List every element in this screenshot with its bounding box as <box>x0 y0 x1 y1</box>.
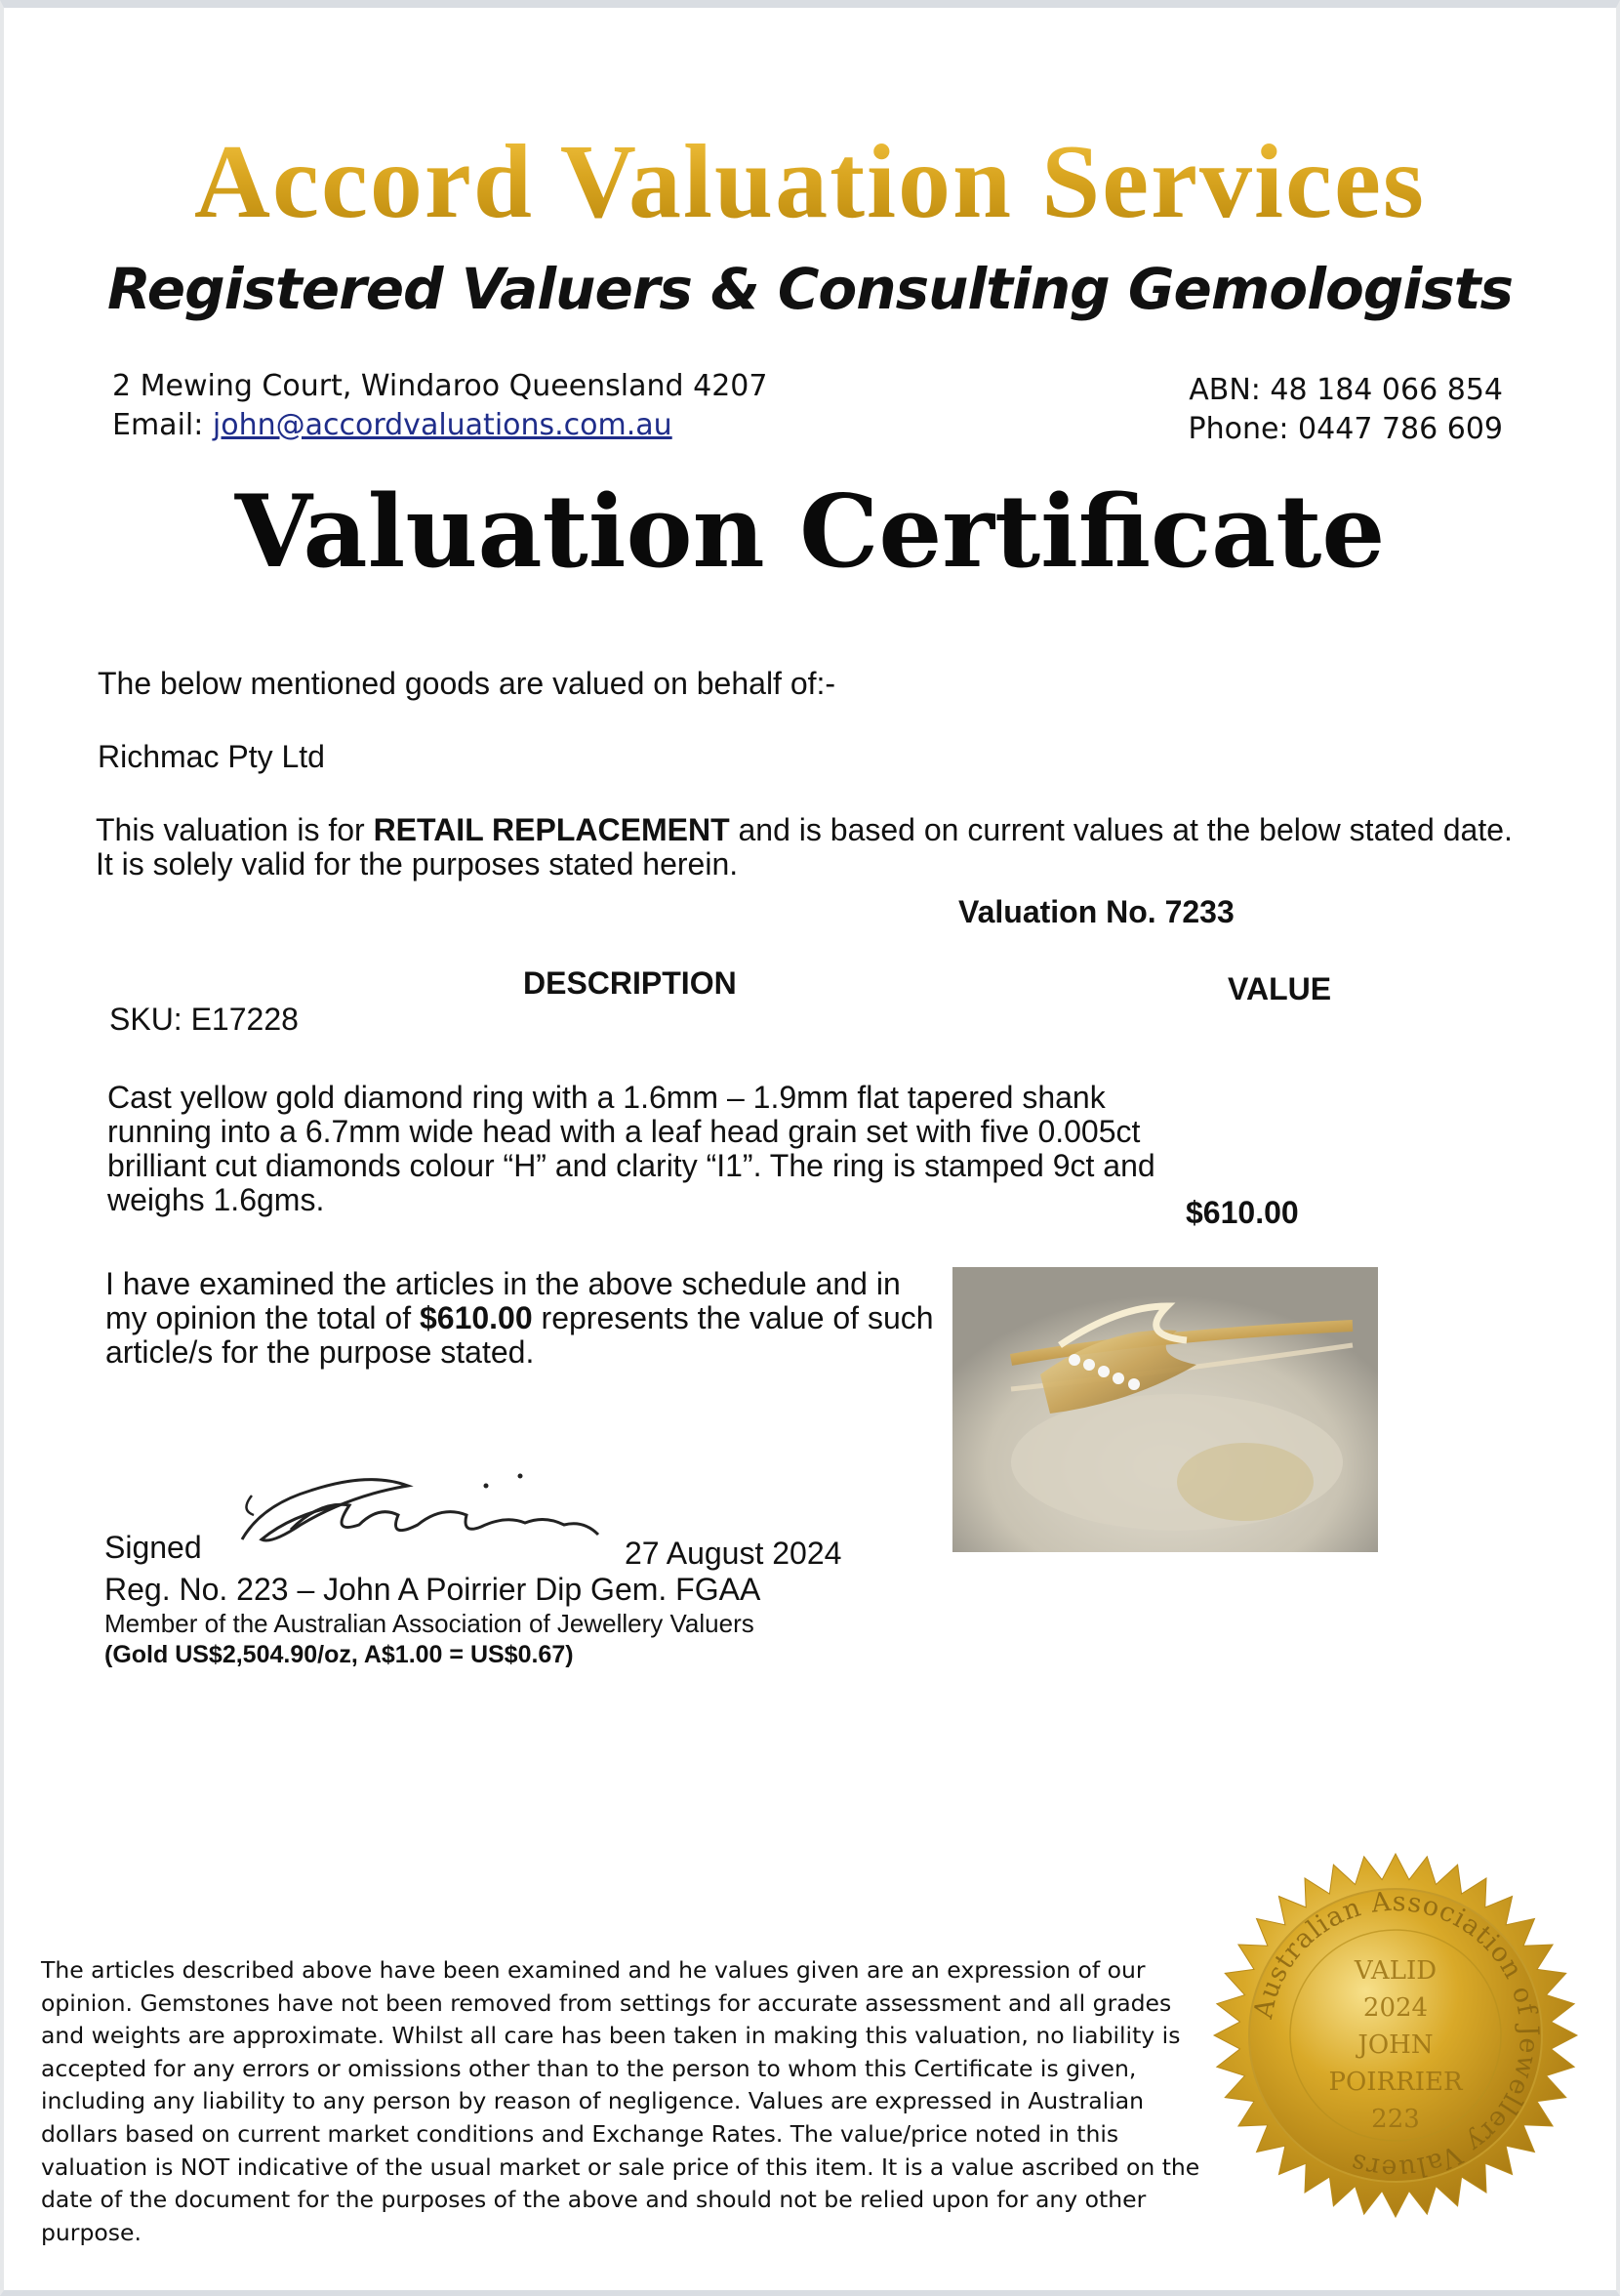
description-heading: DESCRIPTION <box>523 965 737 1001</box>
ring-image <box>952 1267 1378 1552</box>
email-line <box>112 408 672 442</box>
opinion-suffix: represents the value of such article/s for the purpose stated. <box>105 1300 934 1370</box>
purpose-emphasis: RETAIL REPLACEMENT <box>373 812 730 847</box>
opinion-amount: $610.00 <box>419 1300 533 1335</box>
seal-ring-text: Australian Association of Jewellery Valuers <box>1248 1886 1545 2185</box>
ring-photo <box>952 1267 1378 1552</box>
gold-seal <box>1210 1850 1581 2221</box>
item-value: $610.00 <box>1186 1195 1299 1230</box>
valuation-number: Valuation No. 7233 <box>958 894 1235 929</box>
exchange-rates-line: (Gold US$2,504.90/oz, A$1.00 = US$0.67) <box>104 1641 574 1668</box>
signature-date: 27 August 2024 <box>625 1536 842 1571</box>
abn: ABN: 48 184 066 854 <box>1189 373 1503 407</box>
certificate-title: Valuation Certificate <box>234 473 1386 591</box>
seal-year: 2024 <box>1362 1993 1429 2023</box>
opinion-statement <box>105 1267 935 1370</box>
purpose-suffix: and is based on current values at the below stated date. It is solely valid for the purposes stated herein. <box>96 812 1513 882</box>
seal-number: 223 <box>1371 2105 1420 2134</box>
membership-line: Member of the Australian Association of Jewellery Valuers <box>104 1609 754 1638</box>
email-link[interactable]: john@accordvaluations.com.au <box>212 408 672 442</box>
item-sku: SKU: E17228 <box>109 1002 299 1037</box>
item-description: Cast yellow gold diamond ring with a 1.6mm – 1.9mm flat tapered shank running into a 6.7mm wide head with a leaf head grain set with five 0.005ct brilliant cut diamonds colour “H” and clarity “I1”. The ring is stamped 9ct and weighs 1.6gms. <box>107 1080 1155 1217</box>
email-label: Email: <box>112 408 204 442</box>
intro-text: The below mentioned goods are valued on behalf of:- <box>98 666 836 701</box>
company-name: Accord Valuation Services <box>0 122 1620 243</box>
company-tagline: Registered Valuers & Consulting Gemologists <box>107 256 1513 322</box>
disclaimer-text: The articles described above have been examined and he values given are an expression of our opinion. Gemstones have not been removed from settings for accurate assessment and all grades and weights are approximate. Whilst all care has been taken in making this valuation, no liability is accepted for any errors or omissions other than to the person to whom this Certificate is given, including any liability to any person by reason of negligence. Values are expressed in Australian dollars based on current market conditions and Exchange Rates. The value/price noted in this valuation is NOT indicative of the usual market or sale price of this item. It is a value ascribed on the date of the document for the purposes of the above and should not be relied upon for any other purpose. <box>41 1956 1200 2246</box>
opinion-prefix: I have examined the articles in the above schedule and in my opinion the total of <box>105 1266 901 1335</box>
handwritten-signature <box>232 1447 613 1564</box>
phone: Phone: 0447 786 609 <box>1188 412 1503 446</box>
seal-valid: VALID <box>1354 1956 1438 1986</box>
address: 2 Mewing Court, Windaroo Queensland 4207 <box>112 369 768 403</box>
value-heading: VALUE <box>1228 971 1332 1006</box>
signed-label: Signed <box>104 1530 202 1565</box>
registration-line: Reg. No. 223 – John A Poirrier Dip Gem. FGAA <box>104 1572 761 1607</box>
client-name: Richmac Pty Ltd <box>98 739 325 774</box>
purpose-statement <box>96 813 1530 882</box>
purpose-prefix: This valuation is for <box>96 812 374 847</box>
seal-name-last: POIRRIER <box>1328 2068 1463 2097</box>
seal-name-first: JOHN <box>1357 2030 1434 2060</box>
